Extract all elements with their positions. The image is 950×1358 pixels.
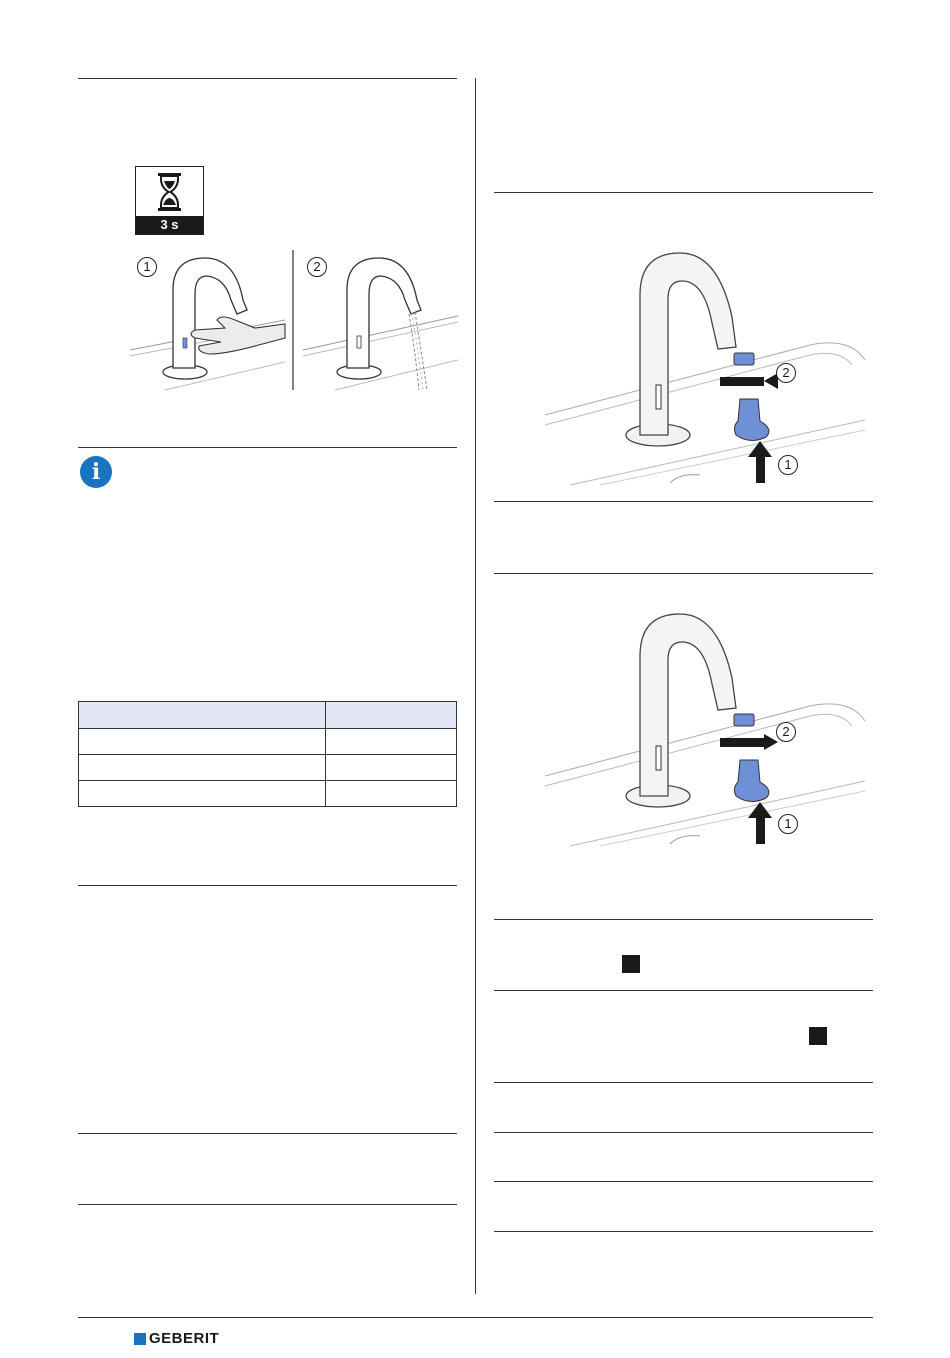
spec-table bbox=[78, 701, 457, 807]
info-icon: i bbox=[80, 456, 112, 488]
table-row bbox=[79, 755, 457, 781]
table-cell bbox=[326, 729, 457, 755]
table-cell bbox=[79, 729, 326, 755]
aerator-removal-figure bbox=[540, 245, 875, 490]
section-rule bbox=[494, 1231, 873, 1232]
section-rule bbox=[78, 447, 457, 448]
table-row bbox=[79, 729, 457, 755]
table-header-cell bbox=[79, 702, 326, 729]
step-marker: 1 bbox=[778, 814, 798, 834]
hourglass-icon bbox=[136, 167, 203, 217]
faucet-activation-figure bbox=[125, 250, 460, 395]
brand-mark bbox=[134, 1333, 146, 1345]
brand-logo: GEBERIT bbox=[149, 1330, 220, 1347]
table-cell bbox=[79, 755, 326, 781]
section-rule bbox=[494, 1132, 873, 1133]
table-cell bbox=[79, 781, 326, 807]
section-rule bbox=[494, 1082, 873, 1083]
table-row bbox=[79, 781, 457, 807]
section-rule bbox=[78, 1204, 457, 1205]
end-marker bbox=[622, 955, 640, 973]
table-cell bbox=[326, 781, 457, 807]
section-rule bbox=[494, 573, 873, 574]
step-marker: 1 bbox=[778, 455, 798, 475]
timer-figure bbox=[135, 166, 204, 235]
step-marker: 2 bbox=[307, 257, 327, 277]
step-marker: 1 bbox=[137, 257, 157, 277]
timer-label: 3 s bbox=[136, 216, 203, 234]
section-rule bbox=[78, 1133, 457, 1134]
table-cell bbox=[326, 755, 457, 781]
table-header-row bbox=[79, 702, 457, 729]
aerator-install-figure bbox=[540, 606, 875, 851]
footer-rule bbox=[78, 1317, 873, 1318]
step-marker: 2 bbox=[776, 363, 796, 383]
column-divider bbox=[475, 78, 476, 1294]
end-marker bbox=[809, 1027, 827, 1045]
section-rule bbox=[494, 501, 873, 502]
section-rule bbox=[494, 990, 873, 991]
section-rule bbox=[78, 885, 457, 886]
table-header-cell bbox=[326, 702, 457, 729]
section-rule bbox=[494, 192, 873, 193]
section-rule bbox=[78, 78, 457, 79]
section-rule bbox=[494, 1181, 873, 1182]
step-marker: 2 bbox=[776, 722, 796, 742]
section-rule bbox=[494, 919, 873, 920]
